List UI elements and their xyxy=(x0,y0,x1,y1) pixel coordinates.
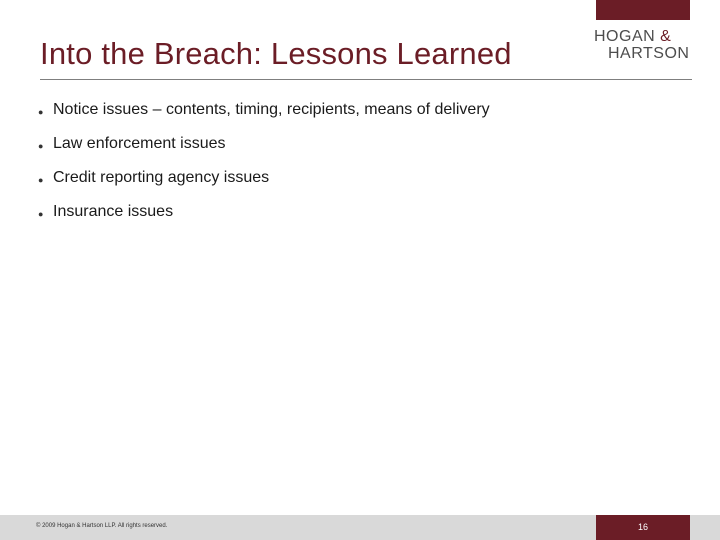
page-number-box xyxy=(596,515,690,540)
bullet-text: Law enforcement issues xyxy=(53,135,226,152)
top-accent-bar xyxy=(596,0,690,20)
firm-logo xyxy=(594,28,692,64)
title-divider xyxy=(40,79,692,80)
bullet-dot-icon: ● xyxy=(38,107,44,117)
bullet-text: Insurance issues xyxy=(53,203,174,220)
logo-word-hartson: HARTSON xyxy=(608,45,690,62)
bullet-text: Notice issues – contents, timing, recipients, means of delivery xyxy=(53,101,490,118)
copyright-text: © 2009 Hogan & Hartson LLP. All rights reserved. xyxy=(36,523,168,529)
page-number: 16 xyxy=(637,522,648,532)
logo-ampersand: & xyxy=(660,28,672,45)
bullet-dot-icon: ● xyxy=(38,141,44,151)
logo-word-hogan: HOGAN xyxy=(594,28,656,45)
slide-title: Into the Breach: Lessons Learned xyxy=(40,36,512,71)
bullet-text: Credit reporting agency issues xyxy=(53,169,270,186)
logo-line-1 xyxy=(594,28,671,45)
bullet-dot-icon: ● xyxy=(38,209,44,219)
bullet-dot-icon: ● xyxy=(38,175,44,185)
